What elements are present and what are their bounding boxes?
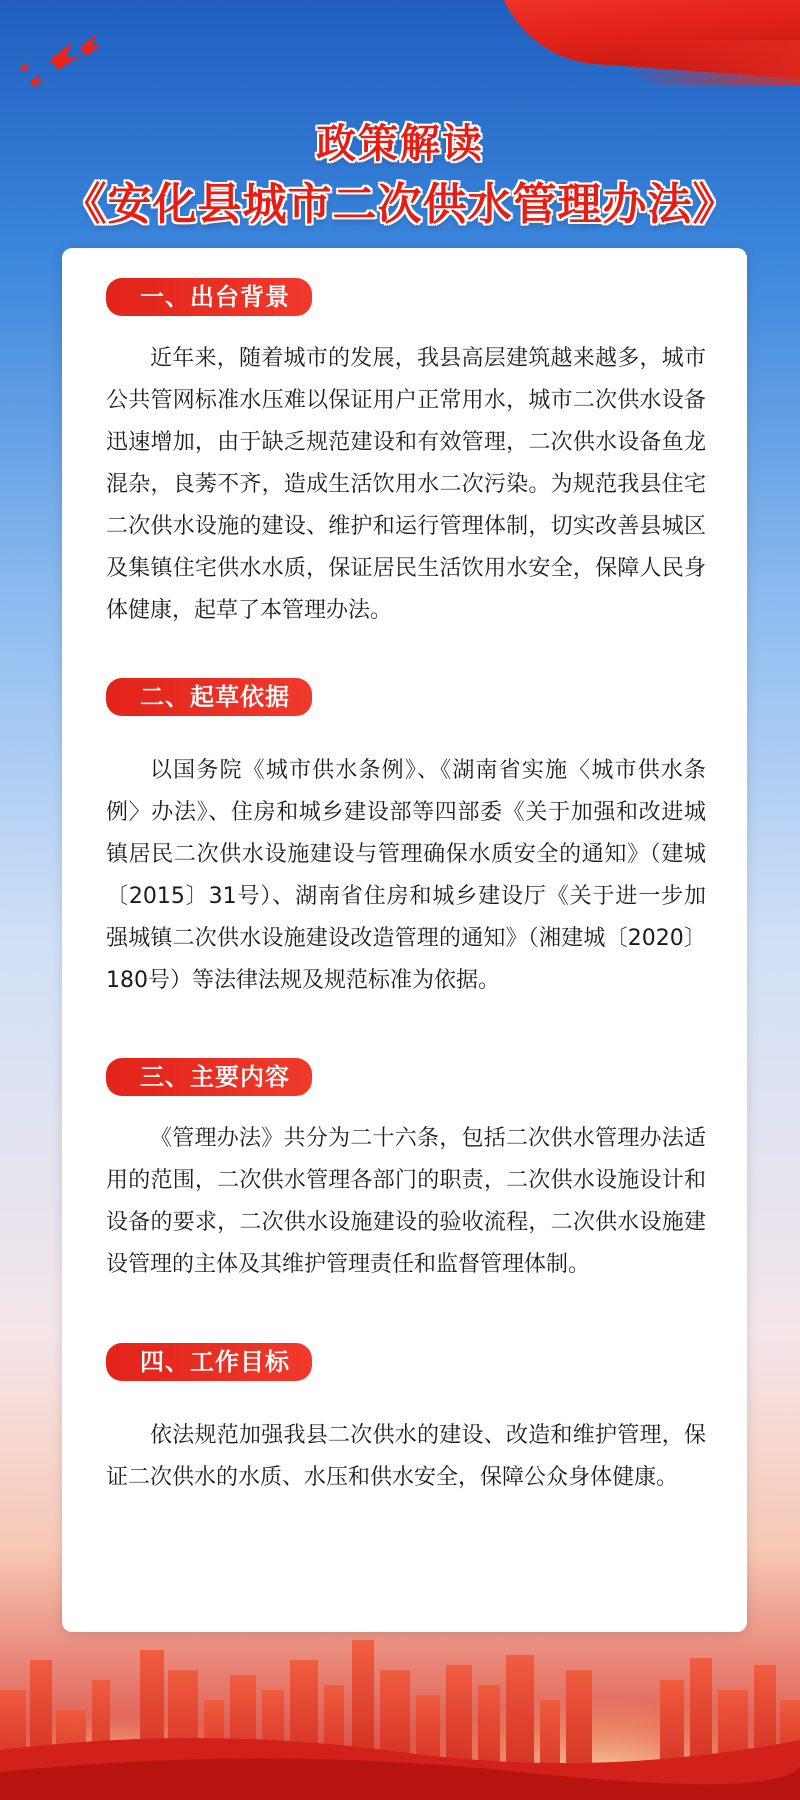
section-heading: 一、出台背景 [106, 278, 312, 316]
city-skyline-icon [0, 1540, 800, 1800]
section-heading: 四、工作目标 [106, 1343, 312, 1381]
section-paragraph: 以国务院《城市供水条例》、《湖南省实施〈城市供水条例〉办法》、住房和城乡建设部等四部委《关于加强和改进城镇居民二次供水设施建设与管理确保水质安全的通知》（建城〔2015〕31号）、湖南省住房和城乡建设厅《关于进一步加强城镇二次供水设施建设改造管理的通知》（湘建城〔2020〕180号）等法律法规及规范标准为依据。 [106, 758, 706, 993]
section-heading: 二、起草依据 [106, 678, 312, 716]
section-paragraph: 《管理办法》共分为二十六条，包括二次供水管理办法适用的范围，二次供水管理各部门的职责，二次供水设施设计和设备的要求，二次供水设施建设的验收流程，二次供水设施建设管理的主体及其维护管理责任和监督管理体制。 [106, 1126, 706, 1277]
section-paragraph: 近年来，随着城市的发展，我县高层建筑越来越多，城市公共管网标准水压难以保证用户正常用水，城市二次供水设备迅速增加，由于缺乏规范建设和有效管理，二次供水设备鱼龙混杂，良莠不齐，造成生活饮用水二次污染。为规范我县住宅二次供水设施的建设、维护和运行管理体制，切实改善县城区及集镇住宅供水水质，保证居民生活饮用水安全，保障人民身体健康，起草了本管理办法。 [106, 346, 706, 623]
section-background [106, 278, 706, 632]
content-card [62, 248, 747, 1632]
section-paragraph: 依法规范加强我县二次供水的建设、改造和维护管理，保证二次供水的水质、水压和供水安全，保障公众身体健康。 [106, 1423, 706, 1490]
document-title: 《安化县城市二次供水管理办法》 [62, 179, 738, 230]
section-heading: 三、主要内容 [106, 1058, 312, 1096]
section-goals [106, 1343, 706, 1499]
section-basis [106, 678, 706, 1002]
page-title: 政策解读 [316, 121, 484, 167]
red-ribbon-decoration-secondary [620, 40, 800, 86]
section-main-content [106, 1058, 706, 1286]
birds-icon [10, 20, 120, 100]
